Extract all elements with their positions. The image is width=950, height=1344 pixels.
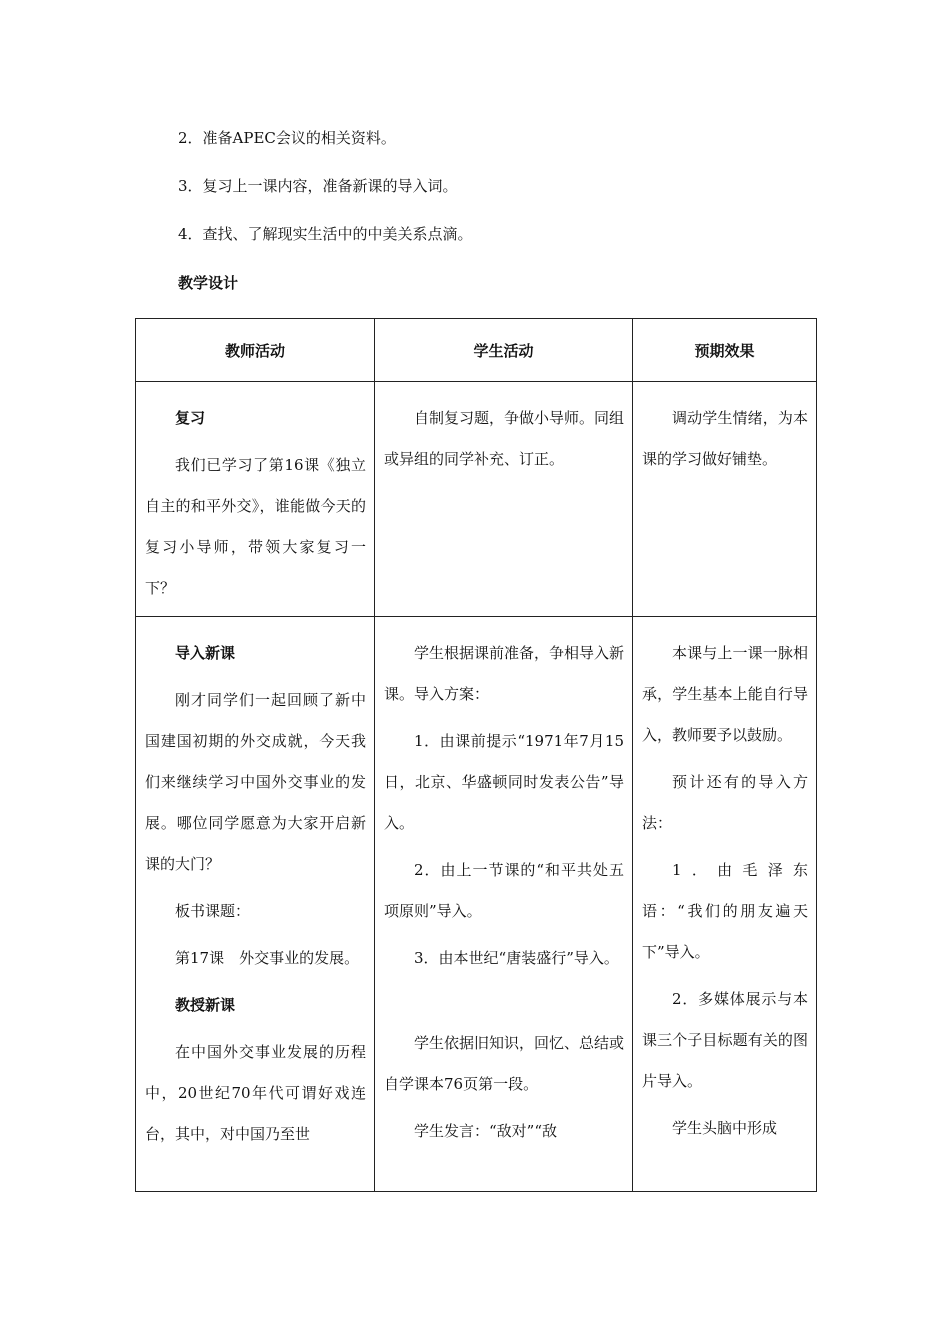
teach-new-title: 教授新课 bbox=[175, 996, 236, 1014]
prep-item-4: 4．查找、了解现实生活中的中美关系点滴。 bbox=[178, 225, 473, 243]
cell-teacher-review bbox=[136, 382, 375, 617]
table-row-intro bbox=[136, 617, 817, 1192]
table-header-row bbox=[136, 319, 817, 382]
effect-intro-p2: 预计还有的导入方法： bbox=[642, 773, 808, 832]
cell-effect-intro bbox=[633, 617, 817, 1192]
cell-student-review bbox=[375, 382, 633, 617]
effect-intro-p5: 学生头脑中形成 bbox=[672, 1119, 778, 1137]
effect-intro-p4: 2．多媒体展示与本课三个子目标题有关的图片导入。 bbox=[642, 990, 808, 1090]
cell-teacher-intro bbox=[136, 617, 375, 1192]
intro-lesson-title: 第17课 外交事业的发展。 bbox=[175, 949, 360, 967]
teaching-plan-table bbox=[135, 318, 817, 1192]
header-student-activity: 学生活动 bbox=[375, 319, 633, 382]
cell-effect-review bbox=[633, 382, 817, 617]
effect-intro-p3: 1．由毛泽东语：“我们的朋友遍天下”导入。 bbox=[642, 861, 808, 961]
intro-board-label: 板书课题： bbox=[175, 902, 251, 920]
section-heading: 教学设计 bbox=[178, 274, 239, 292]
header-teacher-activity: 教师活动 bbox=[136, 319, 375, 382]
effect-intro-p1: 本课与上一课一脉相承，学生基本上能自行导入，教师要予以鼓励。 bbox=[642, 644, 808, 744]
student-intro-p4: 3．由本世纪“唐装盛行”导入。 bbox=[414, 949, 619, 967]
student-intro-p3: 2．由上一节课的“和平共处五项原则”导入。 bbox=[384, 861, 624, 920]
student-intro-p1: 学生根据课前准备，争相导入新课。导入方案： bbox=[384, 644, 625, 703]
teach-new-text: 在中国外交事业发展的历程中，20世纪70年代可谓好戏连台，其中，对中国乃至世 bbox=[145, 1043, 366, 1143]
review-title: 复习 bbox=[175, 409, 206, 427]
review-student-text: 自制复习题，争做小导师。同组或异组的同学补充、订正。 bbox=[384, 409, 625, 468]
intro-title: 导入新课 bbox=[175, 644, 236, 662]
student-intro-p2: 1．由课前提示“1971年7月15日，北京、华盛顿同时发表公告”导入。 bbox=[384, 732, 624, 832]
student-intro-p5: 学生依据旧知识，回忆、总结或自学课本76页第一段。 bbox=[384, 1034, 625, 1093]
table-row-review bbox=[136, 382, 817, 617]
cell-student-intro bbox=[375, 617, 633, 1192]
review-effect-text: 调动学生情绪，为本课的学习做好铺垫。 bbox=[642, 409, 808, 468]
prep-item-2: 2．准备APEC会议的相关资料。 bbox=[178, 129, 396, 147]
header-expected-effect: 预期效果 bbox=[633, 319, 817, 382]
intro-teacher-text: 刚才同学们一起回顾了新中国建国初期的外交成就，今天我们来继续学习中国外交事业的发展。哪位同学愿意为大家开启新课的大门？ bbox=[145, 691, 366, 873]
prep-item-3: 3．复习上一课内容，准备新课的导入词。 bbox=[178, 177, 458, 195]
student-intro-p6: 学生发言：“敌对”“敌 bbox=[414, 1122, 558, 1140]
review-teacher-text: 我们已学习了第16课《独立自主的和平外交》，谁能做今天的复习小导师，带领大家复习一下？ bbox=[145, 456, 366, 597]
